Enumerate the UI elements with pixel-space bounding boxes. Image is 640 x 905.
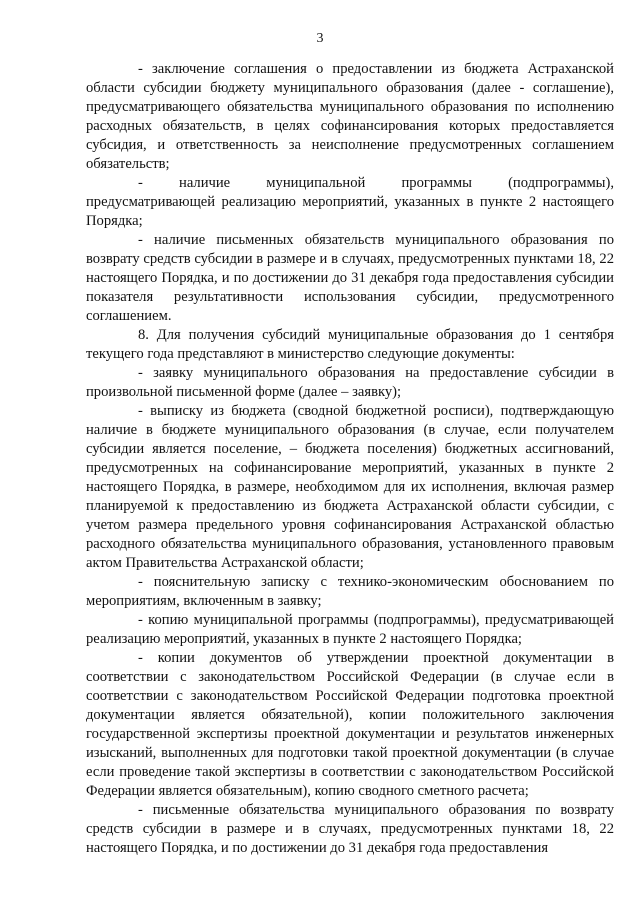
- paragraph-application: - заявку муниципального образования на предоставление субсидии в произвольной письменной форме (далее – заявку);: [86, 365, 614, 400]
- paragraph-program-condition: - наличие муниципальной программы (подпрограммы), предусматривающей реализацию мероприятий, указанных в пункте 2 настоящего Порядка;: [86, 175, 614, 229]
- document-body: [86, 60, 614, 858]
- paragraph-obligations-condition: - наличие письменных обязательств муниципального образования по возврату средств субсидии в размере и в случаях, предусмотренных пунктами 18, 22 настоящего Порядка, и по достижении до 31 декабря года предоставления субсидии показателя результативности использования субсидии, предусмотренного соглашением.: [86, 232, 614, 324]
- paragraph-program-copy: - копию муниципальной программы (подпрограммы), предусматривающей реализацию мероприятий, указанных в пункте 2 настоящего Порядка;: [86, 612, 614, 647]
- paragraph-item-8: 8. Для получения субсидий муниципальные образования до 1 сентября текущего года представляют в министерство следующие документы:: [86, 327, 614, 362]
- paragraph-written-obligations: - письменные обязательства муниципального образования по возврату средств субсидии в размере и в случаях, предусмотренных пунктами 18, 22 настоящего Порядка, и по достижении до 31 декабря года предоставления: [86, 802, 614, 856]
- paragraph-agreement-condition: - заключение соглашения о предоставлении из бюджета Астраханской области субсидии бюджету муниципального образования (далее - соглашение), предусматривающего обязательства муниципального образования по исполнению расходных обязательств, в целях софинансирования которых предоставляется субсидия, и ответственность за неисполнение предусмотренных соглашением обязательств;: [86, 61, 614, 172]
- paragraph-explanatory-note: - пояснительную записку с технико-экономическим обоснованием по мероприятиям, включенным в заявку;: [86, 574, 614, 609]
- paragraph-budget-extract: - выписку из бюджета (сводной бюджетной росписи), подтверждающую наличие в бюджете муниципального образования (в случае, если получателем субсидии является поселение, – бюджета поселения) бюджетных ассигнований, предусмотренных на софинансирование мероприятий, указанных в пункте 2 настоящего Порядка, в размере, необходимом для их исполнения, включая размер планируемой к предоставлению из бюджета Астраханской области субсидии, с учетом размера предельного уровня софинансирования Астраханской областью расходного обязательства муниципального образования, установленного правовым актом Правительства Астраханской области;: [86, 403, 614, 571]
- page-number: 3: [316, 31, 324, 46]
- paragraph-project-documents: - копии документов об утверждении проектной документации в соответствии с законодательством Российской Федерации (в случае если в соответствии с законодательством Российской Федерации подготовка проектной документации является обязательной), копии положительного заключения государственной экспертизы проектной документации и результатов инженерных изысканий, выполненных для подготовки такой проектной документации (в случае если проведение такой экспертизы в соответствии с законодательством Российской Федерации является обязательным), копию сводного сметного расчета;: [86, 650, 614, 799]
